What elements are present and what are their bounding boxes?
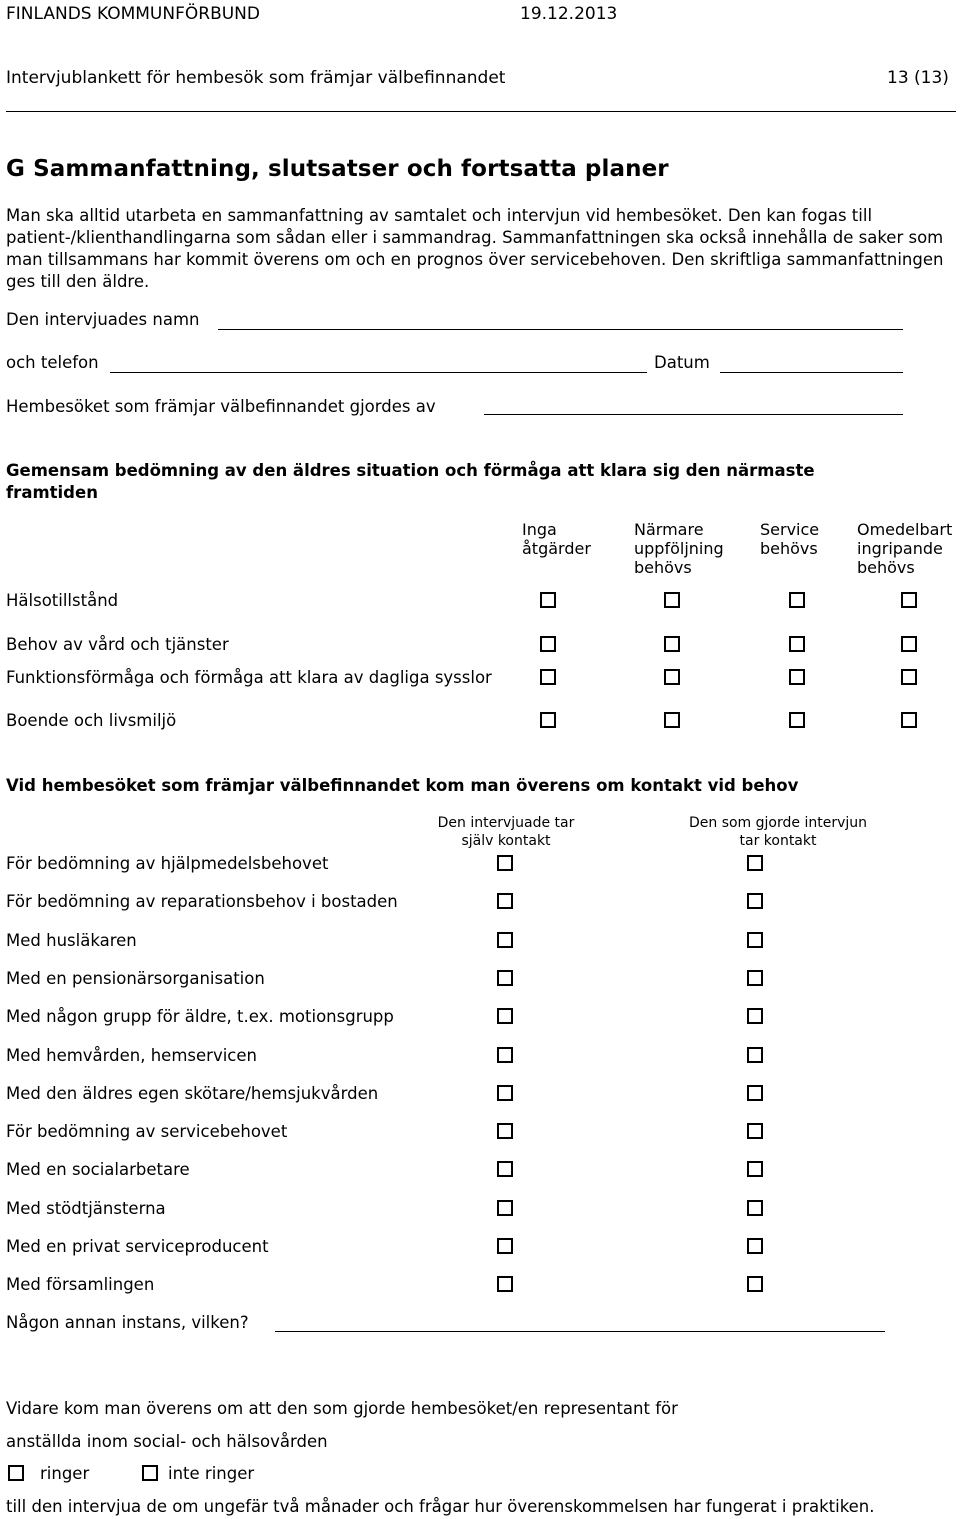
visit-by-label: Hembesöket som främjar välbefinnandet gjordes av [6, 397, 436, 416]
organization-name: FINLANDS KOMMUNFÖRBUND [6, 4, 260, 24]
assessment-row-label: Boende och livsmiljö [6, 711, 177, 730]
assessment-checkbox-col2[interactable] [664, 712, 680, 728]
self-contact-checkbox[interactable] [497, 1008, 513, 1024]
assessment-checkbox-col2[interactable] [664, 636, 680, 652]
assessment-heading: Gemensam bedömning av den äldres situation och förmåga att klara sig den närmaste framtiden [6, 461, 815, 502]
interviewer-contact-checkbox[interactable] [747, 1200, 763, 1216]
interviewer-contact-checkbox[interactable] [747, 1085, 763, 1101]
assessment-checkbox-col4[interactable] [901, 669, 917, 685]
assessment-checkbox-col2[interactable] [664, 669, 680, 685]
self-contact-checkbox[interactable] [497, 1276, 513, 1292]
column-intervjuade-kontakt: Den intervjuade tar själv kontakt [437, 815, 575, 849]
assessment-checkbox-col1[interactable] [540, 636, 556, 652]
inte-ringer-checkbox[interactable] [142, 1465, 158, 1481]
interviewer-contact-checkbox[interactable] [747, 1008, 763, 1024]
other-instance-input-line[interactable] [275, 1331, 885, 1332]
assessment-checkbox-col1[interactable] [540, 669, 556, 685]
contact-row-label: Med en socialarbetare [6, 1160, 190, 1179]
interviewer-contact-checkbox[interactable] [747, 893, 763, 909]
column-service-behovs: Service behövs [760, 520, 820, 558]
self-contact-checkbox[interactable] [497, 1238, 513, 1254]
followup-text-line2: anställda inom social- och hälsovården [6, 1432, 328, 1451]
assessment-row-label: Funktionsförmåga och förmåga att klara av dagliga sysslor [6, 668, 492, 687]
contact-row-label: Med husläkaren [6, 931, 137, 950]
phone-input-line[interactable] [110, 372, 647, 373]
self-contact-checkbox[interactable] [497, 1200, 513, 1216]
page-number: 13 (13) [887, 68, 949, 88]
section-intro: Man ska alltid utarbeta en sammanfattning av samtalet och intervjun vid hembesöket. Den kan fogas till patient-/klienthandlingarna som sådan eller i sammandrag. Sammanfattningen ska också innehålla de saker som man tillsammans har kommit överens om och en prognos över servicebehoven. Den skriftliga sammanfattningen ges till den äldre. [6, 206, 944, 291]
self-contact-checkbox[interactable] [497, 970, 513, 986]
contact-heading: Vid hembesöket som främjar välbefinnandet kom man överens om kontakt vid behov [6, 776, 799, 795]
interviewer-contact-checkbox[interactable] [747, 1238, 763, 1254]
column-intervjuare-kontakt: Den som gjorde intervjun tar kontakt [688, 815, 867, 849]
name-label: Den intervjuades namn [6, 310, 200, 329]
interviewer-contact-checkbox[interactable] [747, 1276, 763, 1292]
interviewer-contact-checkbox[interactable] [747, 1123, 763, 1139]
contact-row-label: Med en pensionärsorganisation [6, 969, 265, 988]
self-contact-checkbox[interactable] [497, 1085, 513, 1101]
self-contact-checkbox[interactable] [497, 1161, 513, 1177]
assessment-row-label: Behov av vård och tjänster [6, 635, 229, 654]
interviewer-contact-checkbox[interactable] [747, 970, 763, 986]
date-label: Datum [654, 353, 710, 372]
interviewer-contact-checkbox[interactable] [747, 1161, 763, 1177]
self-contact-checkbox[interactable] [497, 893, 513, 909]
followup-text-line1: Vidare kom man överens om att den som gjorde hembesöket/en representant för [6, 1399, 678, 1418]
self-contact-checkbox[interactable] [497, 932, 513, 948]
assessment-checkbox-col4[interactable] [901, 712, 917, 728]
interviewer-contact-checkbox[interactable] [747, 1047, 763, 1063]
document-date: 19.12.2013 [520, 4, 618, 24]
assessment-row-label: Hälsotillstånd [6, 591, 119, 610]
contact-row-label: Med församlingen [6, 1275, 155, 1294]
date-input-line[interactable] [720, 372, 903, 373]
column-omedelbart-ingripande: Omedelbart ingripande behövs [857, 520, 953, 577]
self-contact-checkbox[interactable] [497, 1047, 513, 1063]
interviewer-contact-checkbox[interactable] [747, 855, 763, 871]
contact-row-label: För bedömning av hjälpmedelsbehovet [6, 854, 329, 873]
assessment-checkbox-col4[interactable] [901, 636, 917, 652]
followup-closing: till den intervjua de om ungefär två månader och frågar hur överenskommelsen har fungerat i praktiken. [6, 1497, 875, 1516]
contact-row-label: Med någon grupp för äldre, t.ex. motionsgrupp [6, 1007, 394, 1026]
section-title: G Sammanfattning, slutsatser och fortsatta planer [6, 156, 669, 182]
name-input-line[interactable] [218, 329, 903, 330]
contact-row-label: Med stödtjänsterna [6, 1199, 166, 1218]
interviewer-contact-checkbox[interactable] [747, 932, 763, 948]
contact-row-label: Med hemvården, hemservicen [6, 1046, 257, 1065]
assessment-checkbox-col3[interactable] [789, 592, 805, 608]
contact-row-label: För bedömning av servicebehovet [6, 1122, 288, 1141]
contact-row-label: Med en privat serviceproducent [6, 1237, 269, 1256]
contact-row-label: Med den äldres egen skötare/hemsjukvården [6, 1084, 379, 1103]
ringer-checkbox[interactable] [8, 1465, 24, 1481]
assessment-checkbox-col3[interactable] [789, 636, 805, 652]
assessment-checkbox-col2[interactable] [664, 592, 680, 608]
document-title: Intervjublankett för hembesök som främjar välbefinnandet [6, 68, 506, 88]
assessment-checkbox-col4[interactable] [901, 592, 917, 608]
phone-label: och telefon [6, 353, 99, 372]
assessment-checkbox-col1[interactable] [540, 712, 556, 728]
self-contact-checkbox[interactable] [497, 855, 513, 871]
inte-ringer-label: inte ringer [168, 1464, 255, 1483]
visit-by-input-line[interactable] [484, 414, 903, 415]
assessment-checkbox-col3[interactable] [789, 712, 805, 728]
other-instance-label: Någon annan instans, vilken? [6, 1313, 249, 1332]
assessment-checkbox-col3[interactable] [789, 669, 805, 685]
assessment-checkbox-col1[interactable] [540, 592, 556, 608]
ringer-label: ringer [40, 1464, 90, 1483]
self-contact-checkbox[interactable] [497, 1123, 513, 1139]
contact-row-label: För bedömning av reparationsbehov i bostaden [6, 892, 398, 911]
column-narmare-uppfoljning: Närmare uppföljning behövs [634, 520, 724, 577]
column-inga-atgarder: Inga åtgärder [522, 520, 591, 558]
header-divider [6, 111, 956, 112]
